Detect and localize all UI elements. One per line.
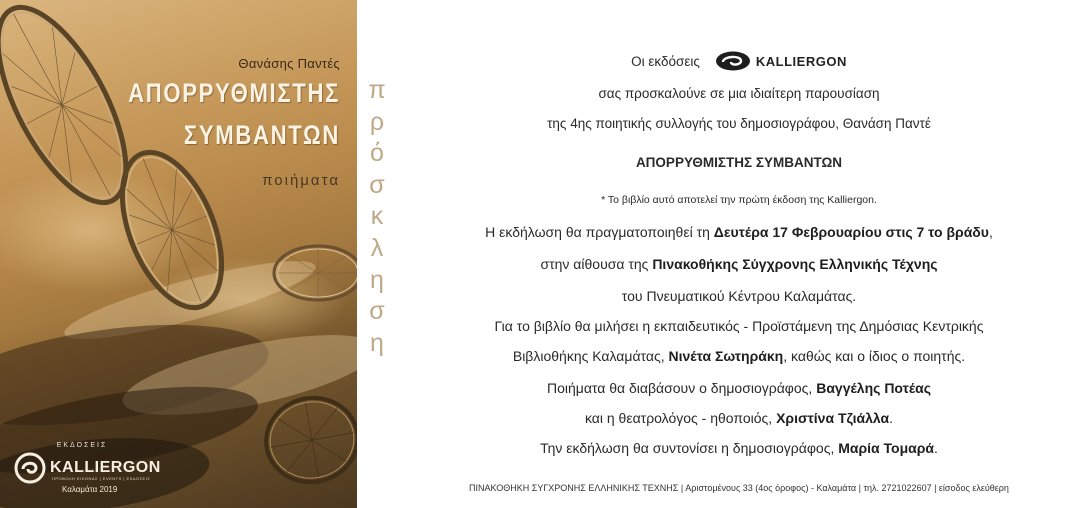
publisher-tagline: ΠΡΟΒΟΛΗ ΕΙΚΟΝΑΣ | EVENTS | ΕΚΔΟΣΕΙΣ xyxy=(52,476,151,481)
kalliergon-logo-text: KALLIERGON xyxy=(755,53,847,69)
cover-subtitle: ποιήματα xyxy=(262,172,340,189)
intro-prefix: Οι εκδόσεις xyxy=(631,53,700,69)
publisher-name: KALLIERGON xyxy=(50,459,161,476)
kalliergon-swirl-icon xyxy=(714,50,752,72)
speaker-name-line xyxy=(405,348,1073,364)
vertical-letter: λ xyxy=(370,233,384,262)
reader-suffix: . xyxy=(889,410,894,426)
reader-line xyxy=(405,380,1073,396)
speaker-line: Για το βιβλίο θα μιλήσει η εκπαιδευτικός - Προϊστάμενη της Δημόσιας Κεντρικής xyxy=(494,318,984,334)
vertical-letter: σ xyxy=(369,170,385,199)
bicycle-wheel-icon xyxy=(274,246,357,300)
vertical-letter: π xyxy=(368,76,386,104)
host-name: Μαρία Τομαρά xyxy=(838,440,935,456)
vertical-letter: ρ xyxy=(369,107,385,136)
speaker-prefix: Βιβλιοθήκης Καλαμάτας, xyxy=(512,348,669,364)
event-suffix: , xyxy=(988,224,993,240)
speaker-suffix: , καθώς και ο ίδιος ο ποιητής. xyxy=(783,348,966,364)
event-date-line xyxy=(405,224,1073,240)
publisher-label: ΕΚΔΟΣΕΙΣ xyxy=(56,442,108,449)
cover-title-line1: ΑΠΟΡΡΥΘΜΙΣΤΗΣ xyxy=(128,78,340,108)
vertical-invitation-word xyxy=(362,75,392,359)
event-prefix: Η εκδήλωση θα πραγματοποιηθεί τη xyxy=(485,224,714,240)
vertical-letter: ό xyxy=(370,139,384,168)
host-line xyxy=(405,440,1073,456)
kalliergon-logo xyxy=(714,50,847,72)
book-cover xyxy=(0,0,357,508)
bicycle-wheel-icon xyxy=(259,391,357,490)
venue-name: Πινακοθήκης Σύγχρονης Ελληνικής Τέχνης xyxy=(652,256,938,272)
venue-line-2: του Πνευματικού Κέντρου Καλαμάτας. xyxy=(621,288,857,304)
vertical-letter: σ xyxy=(369,297,385,326)
vertical-letter: η xyxy=(370,328,384,357)
reader-prefix: και η θεατρολόγος - ηθοποιός, xyxy=(584,410,777,426)
invitation-line: της 4ης ποιητικής συλλογής του δημοσιογράφου, Θανάση Παντέ xyxy=(547,116,931,131)
bicycle-wheels-illustration xyxy=(0,0,357,508)
host-suffix: . xyxy=(934,440,938,456)
reader-line xyxy=(405,410,1073,426)
cover-author: Θανάσης Παντές xyxy=(238,56,340,71)
venue-line xyxy=(405,256,1073,272)
event-date: Δευτέρα 17 Φεβρουαρίου στις 7 το βράδυ xyxy=(713,224,989,240)
publisher-city-year: Καλαμάτα 2019 xyxy=(62,485,118,494)
kalliergon-swirl-icon xyxy=(14,452,46,484)
publisher-intro-line xyxy=(405,50,1073,72)
first-edition-note: * Το βιβλίο αυτό αποτελεί την πρώτη έκδοση της Kalliergon. xyxy=(601,194,877,206)
speaker-name: Νινέτα Σωτηράκη xyxy=(668,348,784,364)
invitation-line: σας προσκαλούνε σε μια ιδιαίτερη παρουσίαση xyxy=(598,86,880,101)
bicycle-wheel-icon xyxy=(102,138,241,322)
vertical-letter: η xyxy=(370,265,384,294)
book-title: ΑΠΟΡΡΥΘΜΙΣΤΗΣ ΣΥΜΒΑΝΤΩΝ xyxy=(635,155,843,170)
reader-name: Χριστίνα Τζιάλλα xyxy=(776,410,890,426)
reader-name: Βαγγέλης Ποτέας xyxy=(816,380,932,396)
cover-title-line2: ΣΥΜΒΑΝΤΩΝ xyxy=(183,120,340,150)
reader-prefix: Ποιήματα θα διαβάσουν ο δημοσιογράφος, xyxy=(546,380,817,396)
vertical-letter: κ xyxy=(370,202,384,231)
host-prefix: Την εκδήλωση θα συντονίσει η δημοσιογράφος, xyxy=(540,440,839,456)
venue-prefix: στην αίθουσα της xyxy=(540,256,653,272)
venue-footer: ΠΙΝΑΚΟΘΗΚΗ ΣΥΓΧΡΟΝΗΣ ΕΛΛΗΝΙΚΗΣ ΤΕΧΝΗΣ | Αριστομένους 33 (4ος όροφος) - Καλαμάτα | τηλ. 2721022607 | είσοδος ελεύθερη xyxy=(469,483,1009,493)
